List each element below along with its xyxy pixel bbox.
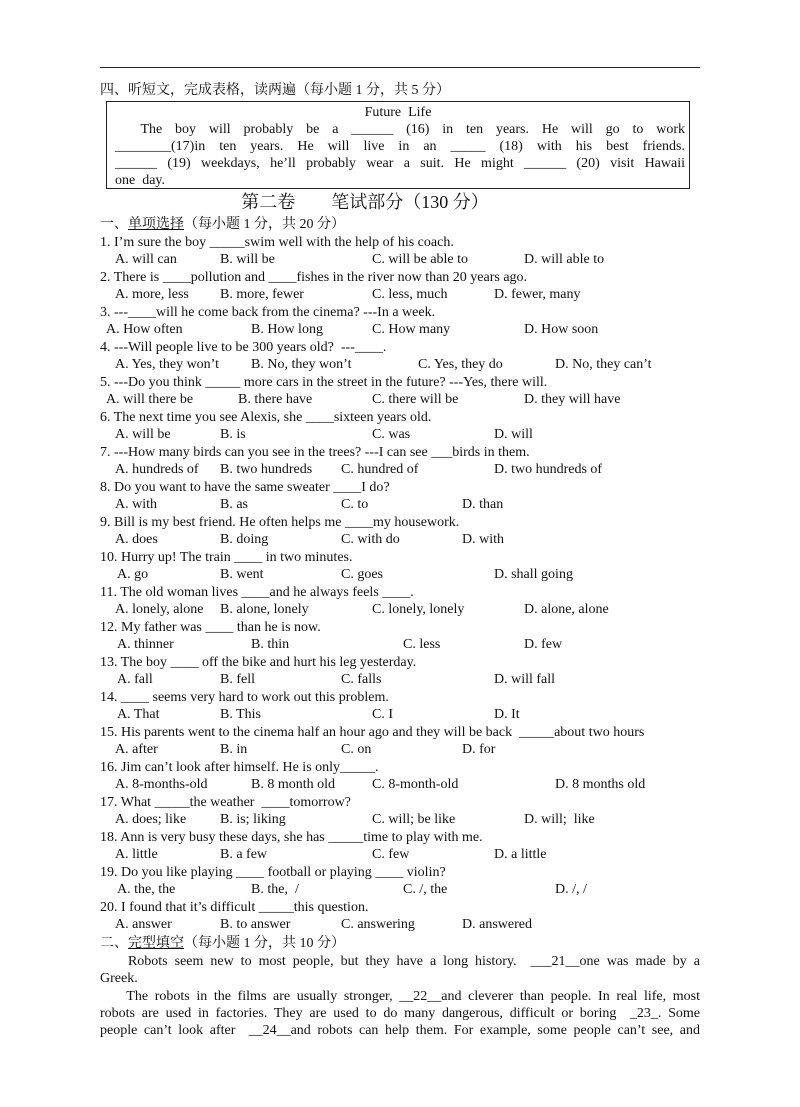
question-stem: 17. What _____the weather ____tomorrow? (100, 795, 351, 810)
table-line: The boy will probably be a ______ (16) in ten years. He will go to work (115, 122, 685, 137)
question-stem: 9. Bill is my best friend. He often helps me ____my housework. (100, 515, 460, 530)
answer-option: D. will fall (494, 672, 556, 687)
question-stem: 11. The old woman lives ____and he always feels ____. (100, 585, 414, 600)
cloze-line: Greek. (100, 971, 138, 986)
answer-option: C. on (341, 742, 372, 757)
question-stem: 1. I’m sure the boy _____swim well with the help of his coach. (100, 235, 454, 250)
answer-option: C. will be able to (372, 252, 469, 267)
answer-option: A. with (115, 497, 157, 512)
question-stem: 13. The boy ____ off the bike and hurt his leg yesterday. (100, 655, 417, 670)
cloze-line: Robots seem new to most people, but they have a long history. ___21__one was made by a (100, 954, 700, 969)
heading-suffix: （每小题 1 分，共 20 分） (184, 217, 345, 232)
answer-option: D. will (494, 427, 533, 442)
answer-option: A. will can (115, 252, 177, 267)
answer-option: A. go (117, 567, 149, 582)
question-stem: 20. I found that it’s difficult _____this question. (100, 900, 369, 915)
answer-option: C. with do (341, 532, 400, 547)
answer-option: C. 8-month-old (372, 777, 459, 792)
question-stem: 16. Jim can’t look after himself. He is only_____. (100, 760, 379, 775)
answer-option: A. thinner (117, 637, 174, 652)
answer-option: A. fall (117, 672, 153, 687)
answer-option: C. there will be (372, 392, 459, 407)
answer-option: A. How often (106, 322, 183, 337)
answer-option: B. 8 month old (251, 777, 336, 792)
answer-option: C. /, the (403, 882, 448, 897)
section-heading-single-choice (100, 216, 345, 233)
answer-option: B. This (220, 707, 261, 722)
part-two-title: 第二卷 笔试部分（130 分） (241, 192, 489, 212)
answer-option: A. after (115, 742, 158, 757)
question-stem: 15. His parents went to the cinema half an hour ago and they will be back _____about two hours (100, 725, 645, 740)
answer-option: B. to answer (220, 917, 291, 932)
question-stem: 12. My father was ____ than he is now. (100, 620, 321, 635)
answer-option: D. they will have (524, 392, 621, 407)
future-life-table (106, 101, 690, 189)
answer-option: D. a little (494, 847, 547, 862)
answer-option: B. went (220, 567, 264, 582)
question-stem: 3. ---____will he come back from the cinema? ---In a week. (100, 305, 436, 320)
answer-option: D. will; like (524, 812, 595, 827)
answer-option: D. 8 months old (555, 777, 646, 792)
cloze-line: people can’t look after __24__and robots can help them. For example, some people can’t see, and (100, 1023, 700, 1038)
answer-option: B. in (220, 742, 248, 757)
answer-option: D. with (462, 532, 504, 547)
heading-underlined: 完型填空 (128, 936, 184, 951)
answer-option: C. Yes, they do (418, 357, 503, 372)
answer-option: D. than (462, 497, 504, 512)
heading-prefix: 二、 (100, 936, 128, 951)
question-stem: 7. ---How many birds can you see in the trees? ---I can see ___birds in them. (100, 445, 530, 460)
answer-option: C. hundred of (341, 462, 419, 477)
heading-suffix: （每小题 1 分，共 10 分） (184, 936, 345, 951)
answer-option: D. shall going (494, 567, 573, 582)
answer-option: D. for (462, 742, 496, 757)
question-stem: 6. The next time you see Alexis, she ____sixteen years old. (100, 410, 432, 425)
answer-option: C. falls (341, 672, 382, 687)
answer-option: A. the, the (117, 882, 176, 897)
answer-option: B. two hundreds (220, 462, 313, 477)
answer-option: B. is (220, 427, 246, 442)
answer-option: C. was (372, 427, 411, 442)
question-stem: 18. Ann is very busy these days, she has _____time to play with me. (100, 830, 483, 845)
question-stem: 10. Hurry up! The train ____ in two minutes. (100, 550, 353, 565)
table-line: ________(17)in ten years. He will live in an _____ (18) with his best friends. (115, 139, 685, 154)
answer-option: C. goes (341, 567, 383, 582)
question-stem: 8. Do you want to have the same sweater ____I do? (100, 480, 390, 495)
answer-option: D. /, / (555, 882, 587, 897)
answer-option: B. thin (251, 637, 290, 652)
question-stem: 4. ---Will people live to be 300 years old? ---____. (100, 340, 387, 355)
answer-option: D. How soon (524, 322, 599, 337)
answer-option: B. No, they won’t (251, 357, 352, 372)
table-line: ______ (19) weekdays, he’ll probably wear a suit. He might ______ (20) visit Hawaii (115, 156, 685, 171)
answer-option: A. That (117, 707, 160, 722)
answer-option: B. doing (220, 532, 269, 547)
answer-option: C. less, much (372, 287, 448, 302)
answer-option: B. the, / (251, 882, 299, 897)
answer-option: B. as (220, 497, 248, 512)
table-line: one day. (115, 173, 166, 188)
answer-option: C. to (341, 497, 369, 512)
answer-option: B. a few (220, 847, 268, 862)
answer-option: B. there have (238, 392, 313, 407)
question-stem: 19. Do you like playing ____ football or playing ____ violin? (100, 865, 446, 880)
table-title: Future Life (364, 105, 432, 120)
answer-option: D. answered (462, 917, 532, 932)
answer-option: A. more, less (115, 287, 189, 302)
answer-option: C. answering (341, 917, 415, 932)
answer-option: A. little (115, 847, 158, 862)
heading-underlined: 单项选择 (128, 217, 184, 232)
heading-prefix: 一、 (100, 217, 128, 232)
answer-option: B. is; liking (220, 812, 286, 827)
answer-option: B. fell (220, 672, 255, 687)
answer-option: C. How many (372, 322, 451, 337)
cloze-line: The robots in the films are usually stronger, __22__and cleverer than people. In real life, most (100, 989, 700, 1004)
answer-option: A. does; like (115, 812, 187, 827)
answer-option: B. How long (251, 322, 323, 337)
answer-option: C. lonely, lonely (372, 602, 465, 617)
answer-option: D. few (524, 637, 563, 652)
answer-option: D. No, they can’t (555, 357, 652, 372)
question-stem: 5. ---Do you think _____ more cars in the street in the future? ---Yes, there will. (100, 375, 548, 390)
answer-option: C. I (372, 707, 393, 722)
question-stem: 14. ____ seems very hard to work out this problem. (100, 690, 389, 705)
answer-option: A. will there be (106, 392, 194, 407)
answer-option: C. few (372, 847, 410, 862)
answer-option: D. will able to (524, 252, 605, 267)
answer-option: A. hundreds of (115, 462, 199, 477)
question-stem: 2. There is ____pollution and ____fishes in the river now than 20 years ago. (100, 270, 528, 285)
section-heading-cloze (100, 935, 345, 952)
answer-option: A. does (115, 532, 158, 547)
answer-option: A. 8-months-old (115, 777, 208, 792)
answer-option: D. It (494, 707, 520, 722)
answer-option: C. less (403, 637, 441, 652)
section-heading-listening: 四、听短文，完成表格，读两遍（每小题 1 分，共 5 分） (100, 83, 450, 98)
answer-option: A. answer (115, 917, 172, 932)
cloze-line: robots are used in factories. They are used to do many dangerous, difficult or boring _23_. Some (100, 1006, 700, 1021)
answer-option: D. alone, alone (524, 602, 609, 617)
answer-option: D. two hundreds of (494, 462, 603, 477)
answer-option: A. lonely, alone (115, 602, 204, 617)
top-rule (100, 67, 700, 68)
answer-option: B. alone, lonely (220, 602, 309, 617)
answer-option: D. fewer, many (494, 287, 581, 302)
answer-option: A. Yes, they won’t (115, 357, 219, 372)
answer-option: B. more, fewer (220, 287, 304, 302)
answer-option: C. will; be like (372, 812, 456, 827)
answer-option: A. will be (115, 427, 171, 442)
answer-option: B. will be (220, 252, 275, 267)
